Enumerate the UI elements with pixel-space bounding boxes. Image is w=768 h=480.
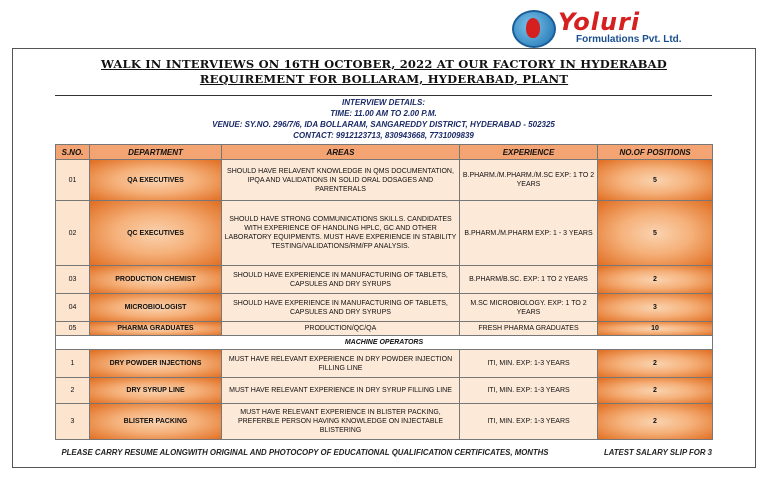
details-time: TIME: 11.00 AM TO 2.00 P.M. — [330, 109, 437, 118]
cell-areas: SHOULD HAVE RELAVENT KNOWLEDGE IN QMS DOCUMENTATION, IPQA AND VALIDATIONS IN SOLID ORAL DOSAGES AND PARENTERALS — [222, 160, 460, 201]
cell-positions: 10 — [598, 322, 713, 336]
cell-sno: 02 — [56, 201, 90, 266]
footer-left-text: PLEASE CARRY RESUME ALONGWITH ORIGINAL AND PHOTOCOPY OF EDUCATIONAL QUALIFICATION CERTIFICATES, MONTHS — [61, 448, 549, 457]
header-positions: NO.OF POSITIONS — [598, 145, 713, 160]
section-title: MACHINE OPERATORS — [56, 336, 713, 350]
cell-positions: 3 — [598, 294, 713, 322]
table-row — [56, 322, 713, 336]
cell-areas: SHOULD HAVE EXPERIENCE IN MANUFACTURING OF TABLETS, CAPSULES AND DRY SYRUPS — [222, 266, 460, 294]
table-row — [56, 378, 713, 404]
cell-positions: 5 — [598, 160, 713, 201]
cell-experience: ITI, MIN. EXP: 1-3 YEARS — [460, 404, 598, 440]
details-title: INTERVIEW DETAILS: — [342, 98, 425, 107]
table-row — [56, 404, 713, 440]
footer-right-text: LATEST SALARY SLIP FOR 3 — [603, 448, 712, 457]
cell-areas: SHOULD HAVE STRONG COMMUNICATIONS SKILLS. CANDIDATES WITH EXPERIENCE OF HANDLING HPLC, GC AND OTHER LABORATORY EQUIPMENTS. MUST HAVE EXPERIENCE IN STABILITY TESTING/VALIDATIONS/RM/FP ANALYSIS. — [222, 201, 460, 266]
logo-subtitle: Formulations Pvt. Ltd. — [576, 34, 682, 45]
cell-areas: MUST HAVE RELEVANT EXPERIENCE IN DRY SYRUP FILLING LINE — [222, 378, 460, 404]
cell-positions: 2 — [598, 266, 713, 294]
cell-experience: B.PHARM./M.PHARM./M.SC EXP: 1 TO 2 YEARS — [460, 160, 598, 201]
cell-experience: M.SC MICROBIOLOGY. EXP: 1 TO 2 YEARS — [460, 294, 598, 322]
cell-areas: PRODUCTION/QC/QA — [222, 322, 460, 336]
cell-positions: 2 — [598, 404, 713, 440]
table-row — [56, 266, 713, 294]
cell-sno: 03 — [56, 266, 90, 294]
company-logo — [512, 8, 702, 48]
cell-department: QC EXECUTIVES — [90, 201, 222, 266]
headline-line-2: REQUIREMENT FOR BOLLARAM, HYDERABAD, PLANT — [199, 72, 569, 86]
cell-sno: 1 — [56, 350, 90, 378]
cell-experience: ITI, MIN. EXP: 1-3 YEARS — [460, 350, 598, 378]
cell-experience: FRESH PHARMA GRADUATES — [460, 322, 598, 336]
header-experience: EXPERIENCE — [460, 145, 598, 160]
logo-name: Yoluri — [558, 8, 641, 36]
positions-table — [55, 144, 713, 440]
cell-positions: 2 — [598, 350, 713, 378]
cell-department: PRODUCTION CHEMIST — [90, 266, 222, 294]
cell-experience: B.PHARM/B.SC. EXP: 1 TO 2 YEARS — [460, 266, 598, 294]
cell-department: BLISTER PACKING — [90, 404, 222, 440]
cell-department: PHARMA GRADUATES — [90, 322, 222, 336]
header-areas: AREAS — [222, 145, 460, 160]
cell-experience: ITI, MIN. EXP: 1-3 YEARS — [460, 378, 598, 404]
cell-department: DRY POWDER INJECTIONS — [90, 350, 222, 378]
header-department: DEPARTMENT — [90, 145, 222, 160]
cell-department: QA EXECUTIVES — [90, 160, 222, 201]
details-contact: CONTACT: 9912123713, 830943668, 7731009839 — [293, 131, 474, 140]
cell-areas: SHOULD HAVE EXPERIENCE IN MANUFACTURING OF TABLETS, CAPSULES AND DRY SYRUPS — [222, 294, 460, 322]
details-venue: VENUE: SY.NO. 296/7/6, IDA BOLLARAM, SANGAREDDY DISTRICT, HYDERABAD - 502325 — [212, 120, 555, 129]
section-row — [56, 336, 713, 350]
logo-emblem-icon — [512, 10, 556, 48]
header-sno: S.NO. — [56, 145, 90, 160]
cell-areas: MUST HAVE RELEVANT EXPERIENCE IN BLISTER PACKING, PREFERBLE PERSON HAVING KNOWLEDGE ON INJECTABLE BLISTERING — [222, 404, 460, 440]
cell-sno: 2 — [56, 378, 90, 404]
cell-sno: 05 — [56, 322, 90, 336]
table-row — [56, 350, 713, 378]
headline — [13, 49, 755, 95]
cell-positions: 5 — [598, 201, 713, 266]
headline-line-1: WALK IN INTERVIEWS ON 16TH OCTOBER, 2022 AT OUR FACTORY IN HYDERABAD — [101, 57, 667, 71]
cell-department: MICROBIOLOGIST — [90, 294, 222, 322]
cell-experience: B.PHARM./M.PHARM EXP: 1 - 3 YEARS — [460, 201, 598, 266]
table-row — [56, 294, 713, 322]
cell-sno: 01 — [56, 160, 90, 201]
cell-sno: 3 — [56, 404, 90, 440]
table-header-row — [56, 145, 713, 160]
table-row — [56, 201, 713, 266]
cell-sno: 04 — [56, 294, 90, 322]
cell-positions: 2 — [598, 378, 713, 404]
cell-department: DRY SYRUP LINE — [90, 378, 222, 404]
interview-details — [55, 95, 712, 144]
table-row — [56, 160, 713, 201]
cell-areas: MUST HAVE RELEVANT EXPERIENCE IN DRY POWDER INJECTION FILLING LINE — [222, 350, 460, 378]
